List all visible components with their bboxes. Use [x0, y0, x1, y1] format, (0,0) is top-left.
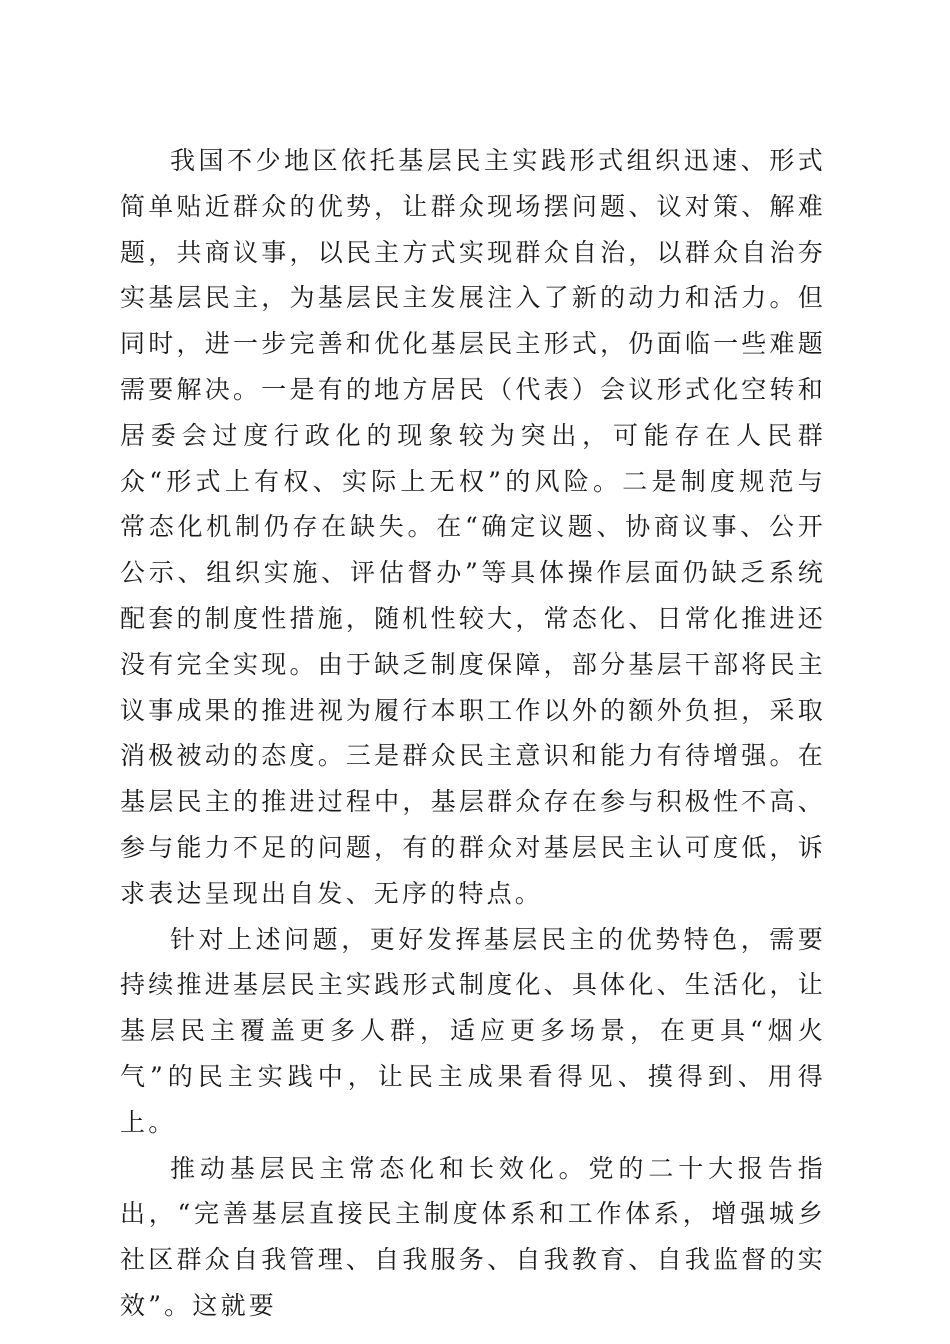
paragraph-2: 针对上述问题，更好发挥基层民主的优势特色，需要持续推进基层民主实践形式制度化、具体化、生活化，让基层民主覆盖更多人群，适应更多场景，在更具“烟火气”的民主实践中，让民主成果看得见、摸得到、用得上。: [120, 924, 826, 1137]
document-body: [120, 138, 826, 1329]
paragraph-1: 我国不少地区依托基层民主实践形式组织迅速、形式简单贴近群众的优势，让群众现场摆问题、议对策、解难题，共商议事，以民主方式实现群众自治，以群众自治夯实基层民主，为基层民主发展注入了新的动力和活力。但同时，进一步完善和优化基层民主形式，仍面临一些难题需要解决。一是有的地方居民（代表）会议形式化空转和居委会过度行政化的现象较为突出，可能存在人民群众“形式上有权、实际上无权”的风险。二是制度规范与常态化机制仍存在缺失。在“确定议题、协商议事、公开公示、组织实施、评估督办”等具体操作层面仍缺乏系统配套的制度性措施，随机性较大，常态化、日常化推进还没有完全实现。由于缺乏制度保障，部分基层干部将民主议事成果的推进视为履行本职工作以外的额外负担，采取消极被动的态度。三是群众民主意识和能力有待增强。在基层民主的推进过程中，基层群众存在参与积极性不高、参与能力不足的问题，有的群众对基层民主认可度低，诉求表达呈现出自发、无序的特点。: [120, 146, 826, 908]
paragraph-3: 推动基层民主常态化和长效化。党的二十大报告指出，“完善基层直接民主制度体系和工作体系，增强城乡社区群众自我管理、自我服务、自我教育、自我监督的实效”。这就要: [120, 1153, 826, 1320]
